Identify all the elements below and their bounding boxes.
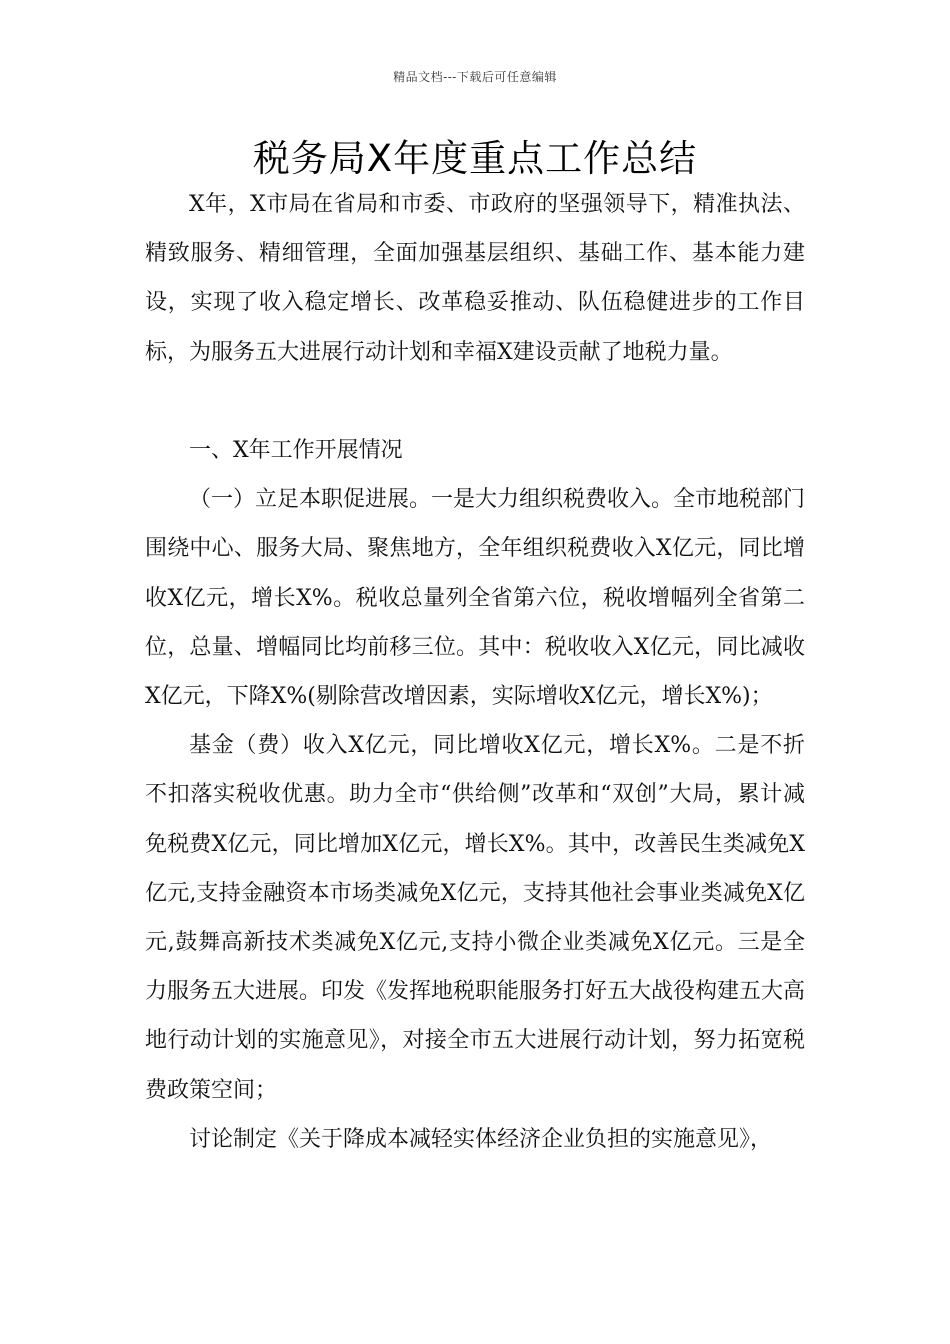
paragraph-research: 讨论制定《关于降成本减轻实体经济企业负担的实施意见》， xyxy=(189,1126,773,1152)
header-note: 精品文档---下载后可任意编辑 xyxy=(393,70,557,84)
blank-line xyxy=(145,377,805,426)
paragraph-fund-income: 基金（费）收入X亿元，同比增收X亿元，增长X%。二是不折不扣落实税收优惠。助力全市“供给侧”改革和“双创”大局，累计减免税费X亿元，同比增加X亿元，增长X%。其中，改善民生类减免X亿元,支持金融资本市场类减免X亿元，支持其他社会事业类减免X亿元,鼓舞高新技术类减免X亿元,支持小微企业类减免X亿元。三是全力服务五大进展。印发《发挥地税职能服务打好五大战役构建五大高地行动计划的实施意见》，对接全市五大进展行动计划，努力拓宽税费政策空间； xyxy=(145,733,806,1103)
document-body xyxy=(145,180,805,1164)
paragraph-intro: X年，X市局在省局和市委、市政府的坚强领导下，精准执法、精致服务、精细管理，全面加强基层组织、基础工作、基本能力建设，实现了收入稳定增长、改革稳妥推动、队伍稳健进步的工作目标，为服务五大进展行动计划和幸福X建设贡献了地税力量。 xyxy=(145,192,805,365)
document-title: 税务局X年度重点工作总结 xyxy=(252,137,698,180)
paragraph-section-1: （一）立足本职促进展。一是大力组织税费收入。全市地税部门围绕中心、服务大局、聚焦地方，全年组织税费收入X亿元，同比增收X亿元，增长X%。税收总量列全省第六位，税收增幅列全省第二位，总量、增幅同比均前移三位。其中：税收收入X亿元，同比减收X亿元，下降X%(剔除营改增因素，实际增收X亿元，增长X%)； xyxy=(145,487,806,710)
section-heading: 一、X年工作开展情况 xyxy=(189,438,403,463)
